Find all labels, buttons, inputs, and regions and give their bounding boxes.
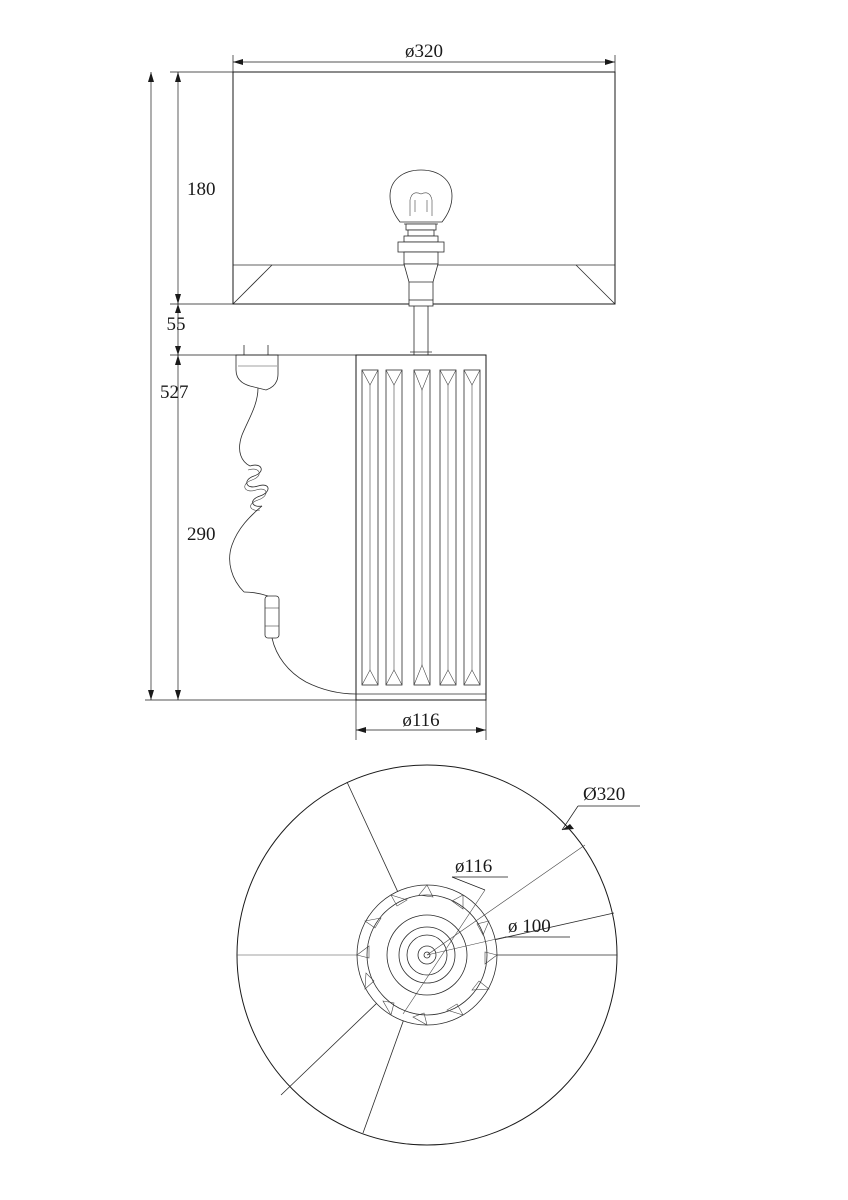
dim-plan-body-diameter-label: ø116 — [455, 856, 493, 877]
dim-neck-height-label: 55 — [166, 314, 186, 335]
dimension-neck-height — [167, 304, 361, 355]
dim-total-height-label: 527 — [160, 382, 189, 403]
dim-shade-height-label: 180 — [187, 179, 216, 200]
dim-base-diameter-label: ø116 — [402, 710, 440, 731]
dim-shade-diameter-label: ø320 — [405, 41, 443, 62]
light-bulb — [390, 170, 452, 224]
dim-plan-shade-diameter-label: Ø320 — [583, 784, 626, 805]
lamp-neck — [410, 306, 432, 355]
dim-body-height-label: 290 — [187, 524, 216, 545]
dimension-body-height — [175, 355, 216, 700]
power-cord — [230, 345, 356, 694]
dimension-shade-diameter — [233, 41, 615, 76]
dim-plan-inner-diameter-label: ø 100 — [508, 916, 551, 937]
plan-view — [237, 765, 640, 1145]
lamp-body-front — [356, 355, 486, 700]
dimension-shade-height — [170, 72, 236, 304]
dimension-base-diameter — [356, 700, 486, 740]
